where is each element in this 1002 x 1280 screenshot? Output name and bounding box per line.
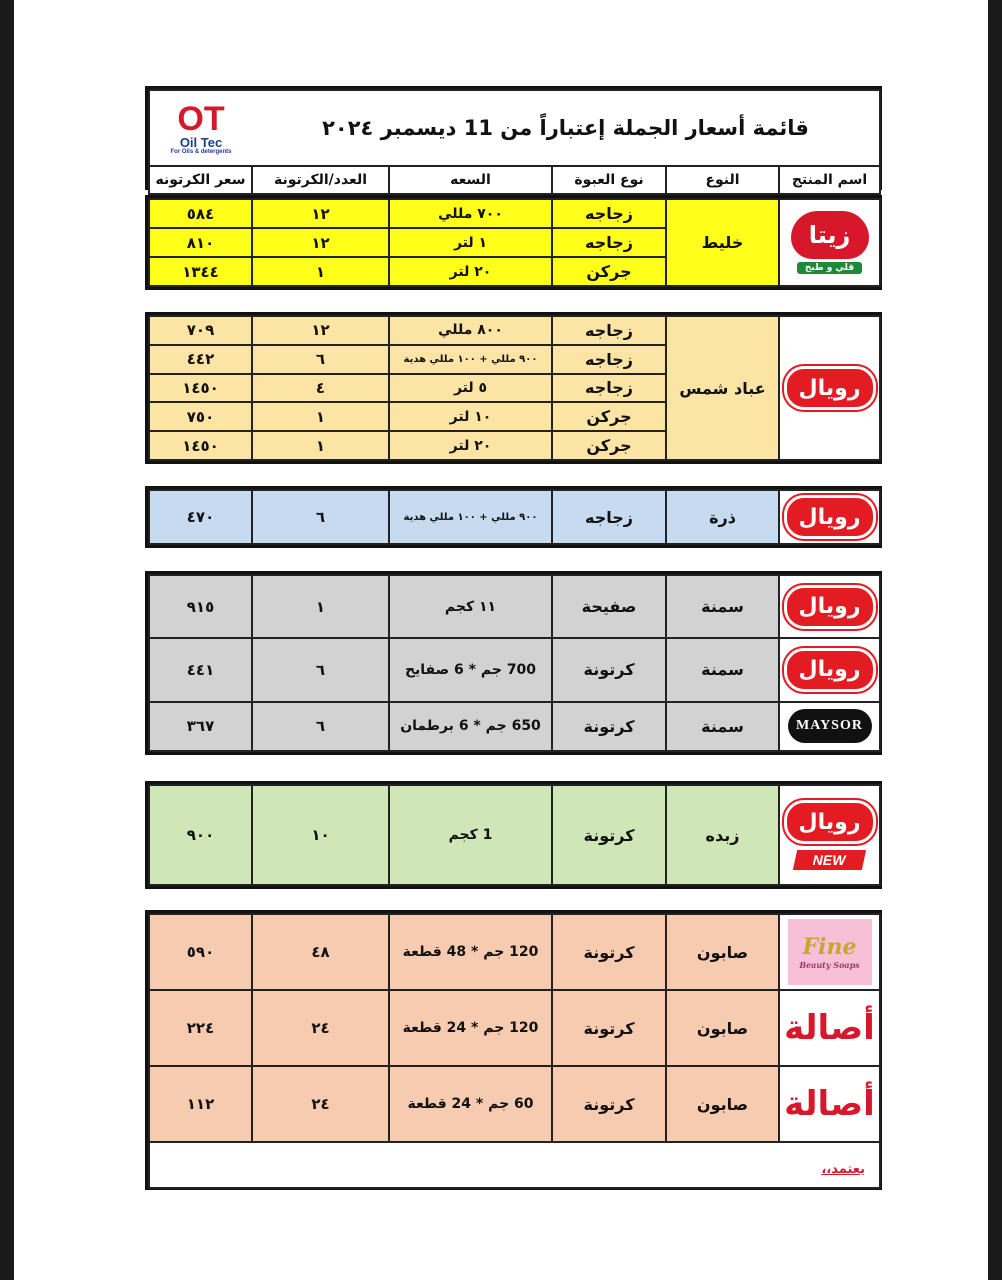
ot-logo-tagline: For Oils & detergents [170, 148, 232, 155]
count-per-carton: ١٢ [252, 199, 389, 228]
royal-logo: رويال [779, 575, 880, 638]
capacity: ١١ كجم [389, 575, 552, 638]
pack-type: زجاجه [552, 374, 666, 403]
group-ghee [145, 571, 882, 755]
carton-price: ٤٤١ [149, 638, 252, 701]
count-per-carton: ١ [252, 402, 389, 431]
count-per-carton: ٤ [252, 374, 389, 403]
capacity: 1 كجم [389, 785, 552, 885]
group-soap [145, 910, 882, 1190]
count-per-carton: ١٠ [252, 785, 389, 885]
pack-type: زجاجه [552, 345, 666, 374]
ot-logo-name: Oil Tec [179, 134, 223, 150]
capacity: ٨٠٠ مللي [389, 316, 552, 345]
product-type: صابون [666, 1066, 779, 1142]
capacity: 120 جم * 24 قطعة [389, 990, 552, 1066]
carton-price: ٤٧٠ [149, 490, 252, 544]
capacity: ٥ لتر [389, 374, 552, 403]
carton-price: ٥٨٤ [149, 199, 252, 228]
header-block [145, 86, 882, 190]
price-list-page [14, 0, 988, 1280]
pack-type: جركن [552, 402, 666, 431]
capacity: ٩٠٠ مللي + ١٠٠ مللي هدية [389, 490, 552, 544]
capacity: 120 جم * 48 قطعة [389, 914, 552, 990]
carton-price: ٧٠٩ [149, 316, 252, 345]
carton-price: ١٣٤٤ [149, 257, 252, 286]
carton-price: ١٤٥٠ [149, 431, 252, 460]
carton-price: ٩١٥ [149, 575, 252, 638]
ot-logo-mark: OT [177, 99, 225, 138]
carton-price: ٢٢٤ [149, 990, 252, 1066]
fine-logo: Fine Beauty Soaps [779, 914, 880, 990]
count-per-carton: ١٢ [252, 228, 389, 257]
count-per-carton: ٢٤ [252, 1066, 389, 1142]
pack-type: كرتونة [552, 785, 666, 885]
col-header-price: سعر الكرتونه [149, 166, 252, 194]
page-title: قائمة أسعار الجملة إعتباراً من 11 ديسمبر ٢٠٢٤ [252, 90, 880, 166]
product-type: سمنة [666, 702, 779, 752]
count-per-carton: ١٢ [252, 316, 389, 345]
product-type: زبده [666, 785, 779, 885]
capacity: ٢٠ لتر [389, 431, 552, 460]
count-per-carton: ٦ [252, 638, 389, 701]
col-header-product: اسم المنتج [779, 166, 880, 194]
col-header-pack: نوع العبوة [552, 166, 666, 194]
capacity: ٢٠ لتر [389, 257, 552, 286]
count-per-carton: ١ [252, 431, 389, 460]
royal-new-logo: رويال NEW [779, 785, 880, 885]
capacity: ٧٠٠ مللي [389, 199, 552, 228]
capacity: ١٠ لتر [389, 402, 552, 431]
count-per-carton: ١ [252, 575, 389, 638]
pack-type: كرتونة [552, 990, 666, 1066]
pack-type: كرتونة [552, 638, 666, 701]
capacity: ٩٠٠ مللي + ١٠٠ مللي هدية [389, 345, 552, 374]
maysor-logo: MAYSOR [779, 702, 880, 752]
product-type: عباد شمس [666, 316, 779, 460]
col-header-size: السعه [389, 166, 552, 194]
signature-label: يعتمد،، [821, 1162, 865, 1177]
count-per-carton: ٦ [252, 490, 389, 544]
product-type: صابون [666, 990, 779, 1066]
count-per-carton: ٦ [252, 345, 389, 374]
carton-price: ٣٦٧ [149, 702, 252, 752]
pack-type: زجاجه [552, 316, 666, 345]
pack-type: جركن [552, 257, 666, 286]
zeta-logo: زيتا قلي و طبخ [779, 199, 880, 286]
count-per-carton: ٤٨ [252, 914, 389, 990]
col-header-count: العدد/الكرتونة [252, 166, 389, 194]
pack-type: كرتونة [552, 1066, 666, 1142]
carton-price: ٥٩٠ [149, 914, 252, 990]
count-per-carton: ٢٤ [252, 990, 389, 1066]
pack-type: زجاجه [552, 199, 666, 228]
carton-price: ٨١٠ [149, 228, 252, 257]
carton-price: ٤٤٢ [149, 345, 252, 374]
group-royal-corn [145, 486, 882, 548]
pack-type: زجاجه [552, 228, 666, 257]
carton-price: ٧٥٠ [149, 402, 252, 431]
capacity: ١ لتر [389, 228, 552, 257]
product-type: سمنة [666, 638, 779, 701]
product-type: خليط [666, 199, 779, 286]
capacity: 60 جم * 24 قطعة [389, 1066, 552, 1142]
asala-logo: أصالة [779, 990, 880, 1066]
product-type: سمنة [666, 575, 779, 638]
pack-type: كرتونة [552, 702, 666, 752]
royal-logo: رويال [779, 638, 880, 701]
count-per-carton: ٦ [252, 702, 389, 752]
pack-type: كرتونة [552, 914, 666, 990]
product-type: ذرة [666, 490, 779, 544]
carton-price: ٩٠٠ [149, 785, 252, 885]
royal-logo: رويال [779, 490, 880, 544]
group-butter [145, 781, 882, 889]
carton-price: ١٤٥٠ [149, 374, 252, 403]
pack-type: جركن [552, 431, 666, 460]
capacity: 700 جم * 6 صفايح [389, 638, 552, 701]
pack-type: صفيحة [552, 575, 666, 638]
asala-logo: أصالة [779, 1066, 880, 1142]
group-royal-sunflower [145, 312, 882, 464]
product-type: صابون [666, 914, 779, 990]
col-header-type: النوع [666, 166, 779, 194]
royal-logo: رويال [779, 316, 880, 460]
count-per-carton: ١ [252, 257, 389, 286]
group-zeta [145, 195, 882, 290]
pack-type: زجاجه [552, 490, 666, 544]
capacity: 650 جم * 6 برطمان [389, 702, 552, 752]
company-logo [149, 90, 252, 166]
carton-price: ١١٢ [149, 1066, 252, 1142]
footer-signature-area [149, 1142, 880, 1188]
